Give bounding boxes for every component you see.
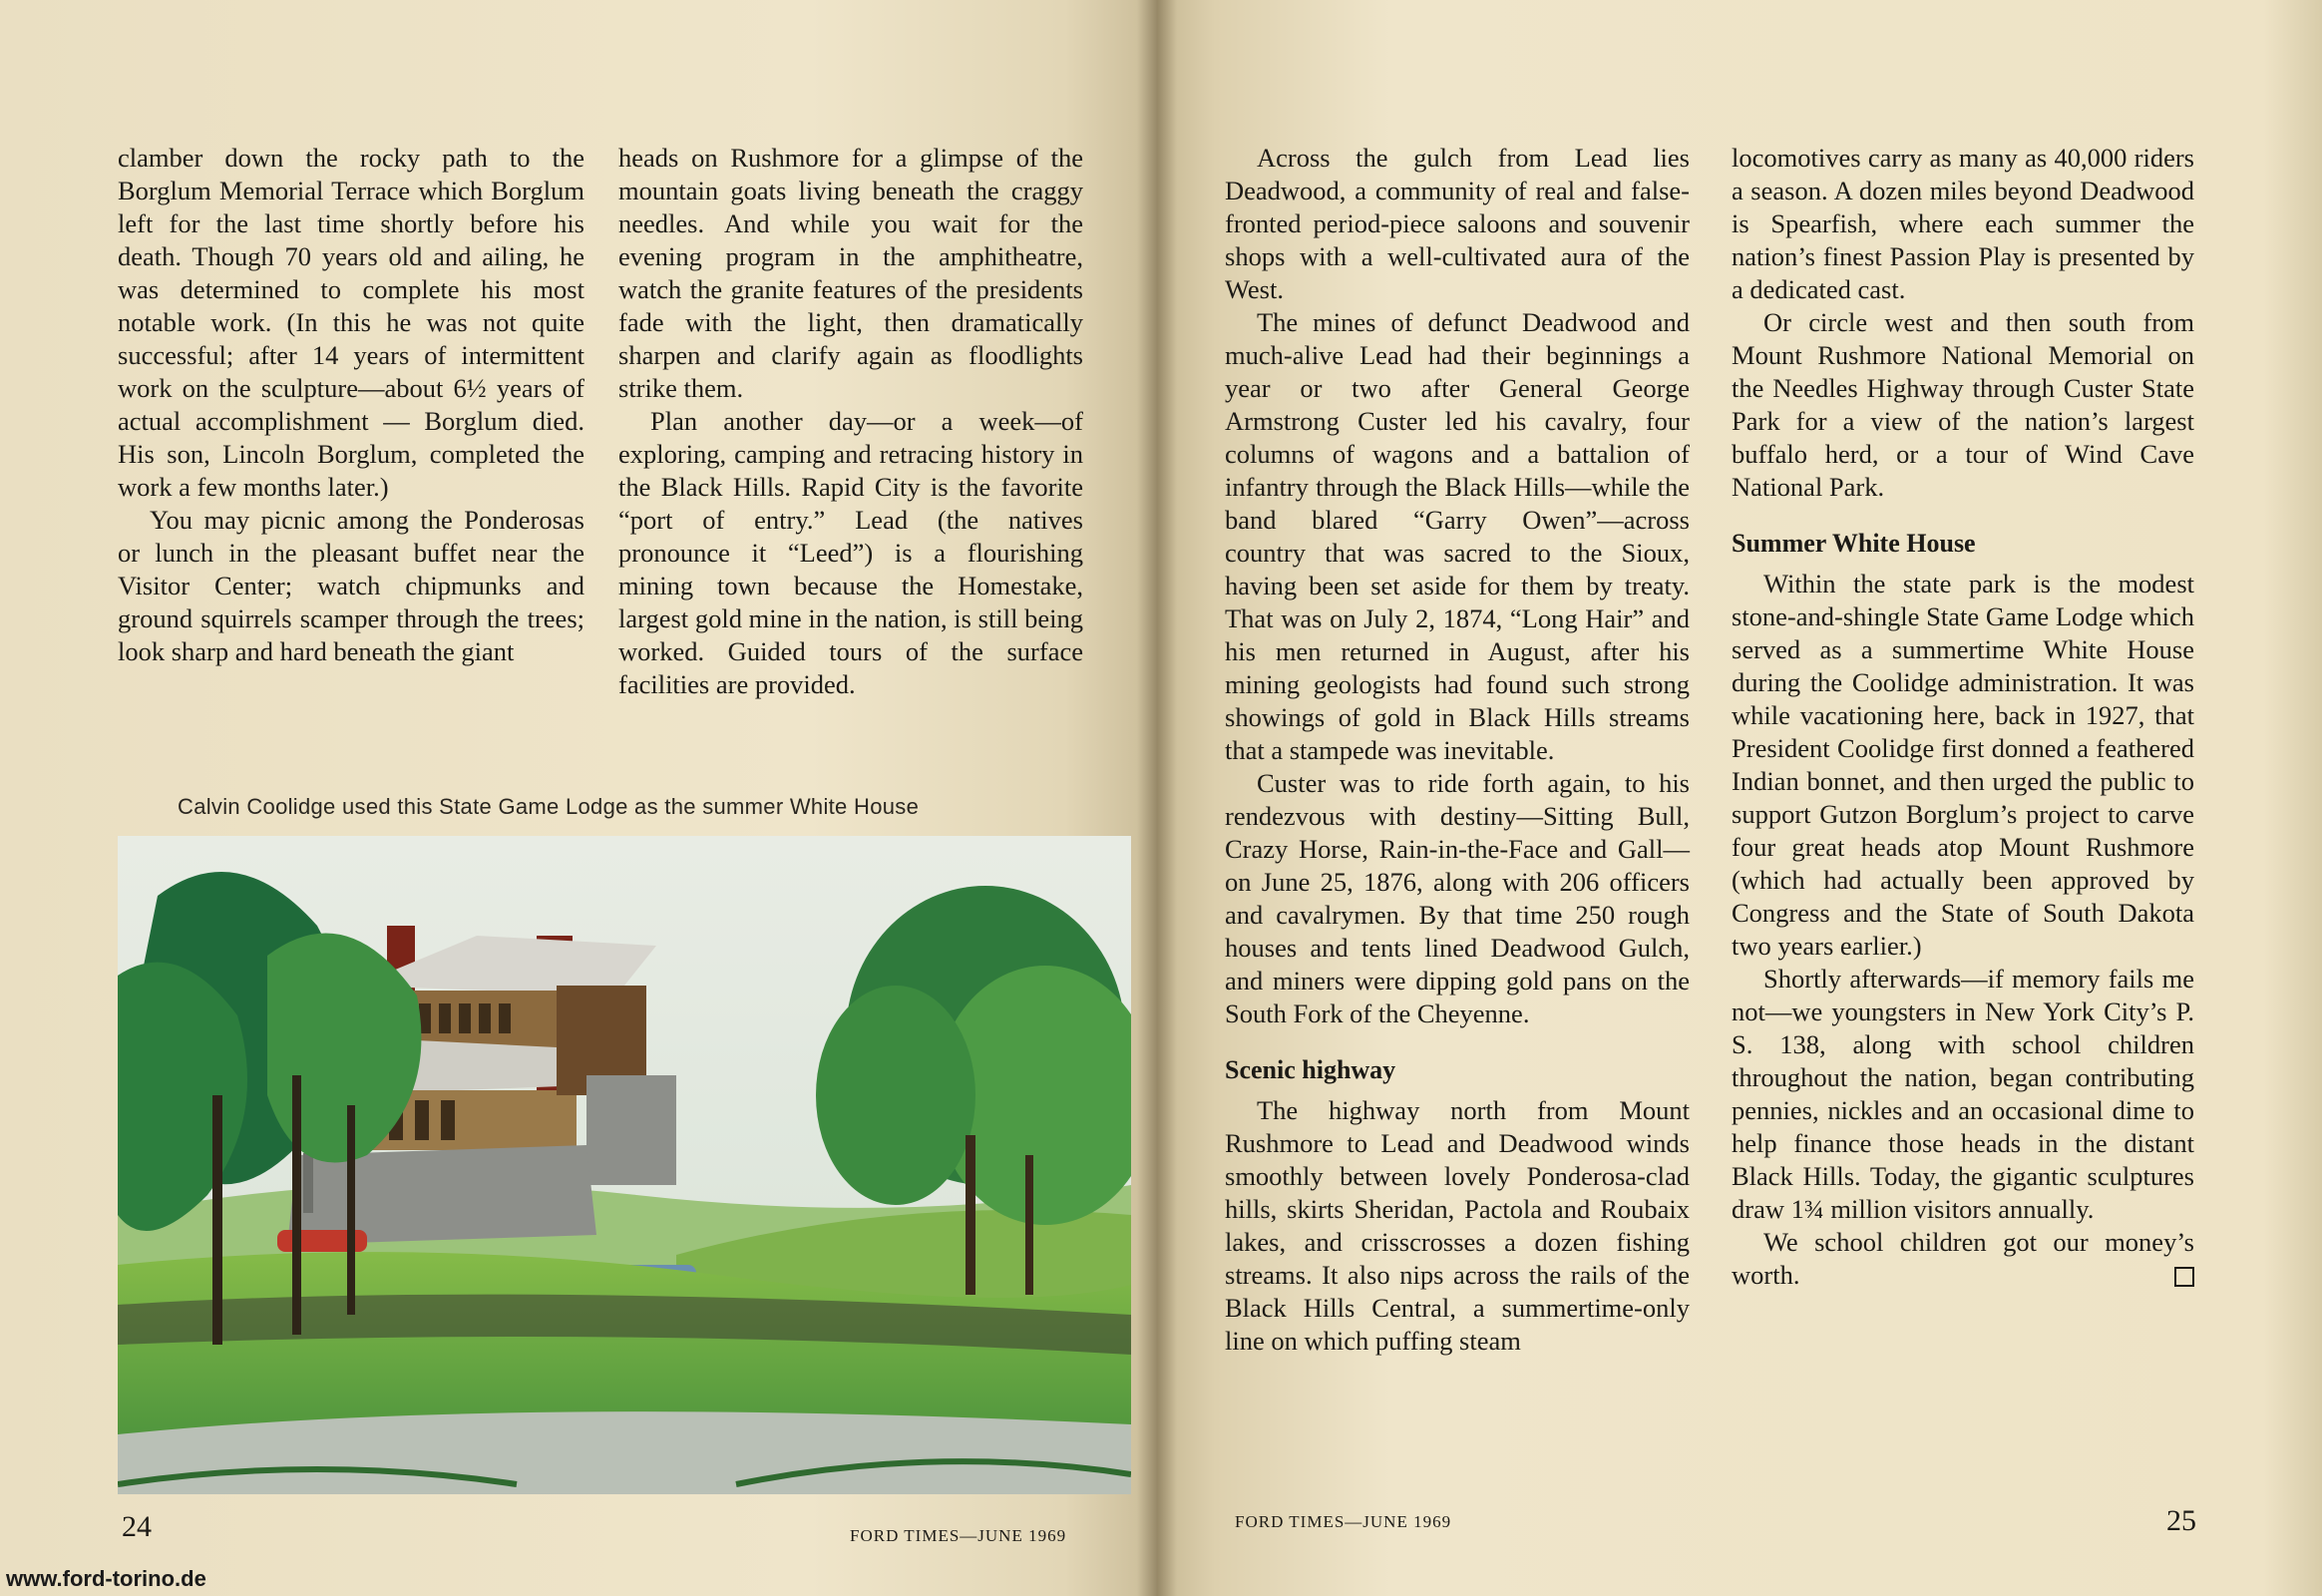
spine-gutter: [1137, 0, 1177, 1596]
section-heading: Scenic highway: [1225, 1055, 1396, 1084]
paragraph: locomotives carry as many as 40,000 riders a season. A dozen miles beyond Deadwood is Spearfish, where each summer the nation’s finest Passion Play is presented by a dedicated cast.: [1732, 143, 2194, 304]
final-paragraph: [1732, 1226, 2194, 1292]
paragraph: The mines of defunct Deadwood and much-alive Lead had their beginnings a year or two after General George Armstrong Custer led his cavalry, four columns of wagons and a battalion of infantry through the Black Hills—while the band blared “Garry Owen”—across country that was sacred to the Sioux, having been set aside for them by treaty. That was on July 2, 1874, “Long Hair” and his men returned in August, after his mining geologists had found such strong showings of gold in Black Hills streams that a stampede was inevitable.: [1225, 307, 1690, 765]
right-column-1: [1225, 142, 1690, 1358]
paragraph: clamber down the rocky path to the Borglum Memorial Terrace which Borglum left for the last time shortly before his death. Though 70 years old and ailing, he was determined to complete his most notable work. (In this he was not quite successful; after 14 years of intermittent work on the sculpture—about 6½ years of actual accomplishment — Borglum died. His son, Lincoln Borglum, completed the work a few months later.): [118, 143, 584, 502]
section-heading: Summer White House: [1732, 529, 1976, 558]
left-column-2: [618, 142, 1083, 701]
paragraph: Or circle west and then south from Mount Rushmore National Memorial on the Needles Highway through Custer State Park for a view of the nation’s largest buffalo herd, or a tour of Wind Cave National Park.: [1732, 307, 2194, 502]
running-footer-left: FORD TIMES—JUNE 1969: [850, 1526, 1067, 1545]
end-mark-icon: [2174, 1267, 2194, 1287]
right-page: [1157, 0, 2322, 1596]
paragraph: Within the state park is the modest stone-and-shingle State Game Lodge which served as a summertime White House during the Coolidge administration. It was while vacationing here, back in 1927, that President Coolidge first donned a feathered Indian bonnet, and then urged the public to support Gutzon Borglum’s project to carve four great heads atop Mount Rushmore (which had actually been approved by Congress and the State of South Dakota two years earlier.): [1732, 569, 2194, 961]
running-footer-right: FORD TIMES—JUNE 1969: [1235, 1512, 1452, 1531]
page-number-left: 24: [122, 1510, 152, 1543]
watermark: www.ford-torino.de: [6, 1566, 206, 1591]
final-sentence: We school children got our money’s worth.: [1732, 1227, 2194, 1290]
watercolor-painting: [118, 836, 1131, 1494]
left-page: [0, 0, 1157, 1596]
paragraph: Across the gulch from Lead lies Deadwood, a community of real and false-fronted period-piece saloons and souvenir shops with a well-cultivated aura of the West.: [1225, 143, 1690, 304]
illustration-caption: Calvin Coolidge used this State Game Lodge as the summer White House: [178, 794, 920, 819]
paragraph: Plan another day—or a week—of exploring, camping and retracing history in the Black Hills. Rapid City is the favorite “port of entry.” Lead (the natives pronounce it “Leed”) is a flourishing mining town because the Homestake, largest gold mine in the nation, is still being worked. Guided tours of the surface facilities are provided.: [618, 406, 1083, 699]
paragraph: Custer was to ride forth again, to his rendezvous with destiny—Sitting Bull, Crazy Horse, Rain-in-the-Face and Gall—on June 25, 1876, along with 206 officers and cavalrymen. By that time 250 rough houses and tents lined Deadwood Gulch, and miners were dipping gold pans on the South Fork of the Cheyenne.: [1225, 768, 1690, 1028]
right-column-2: [1732, 142, 2194, 1292]
paragraph: Shortly afterwards—if memory fails me not—we youngsters in New York City’s P. S. 138, along with school children throughout the nation, began contributing pennies, nickles and an occasional dime to help finance those heads in the distant Black Hills. Today, the gigantic sculptures draw 1¾ million visitors annually.: [1732, 964, 2194, 1224]
paragraph: heads on Rushmore for a glimpse of the mountain goats living beneath the craggy needles. And while you wait for the evening program in the amphitheatre, watch the granite features of the presidents fade with the light, then dramatically sharpen and clarify again as floodlights strike them.: [618, 143, 1083, 403]
paragraph: The highway north from Mount Rushmore to Lead and Deadwood winds smoothly between lovely Ponderosa-clad hills, skirts Sheridan, Pactola and Roubaix lakes, and crisscrosses a dozen fishing streams. It also nips across the rails of the Black Hills Central, a summertime-only line on which puffing steam: [1225, 1095, 1690, 1356]
left-column-1: [118, 142, 584, 668]
page-number-right: 25: [2166, 1504, 2196, 1537]
paragraph: You may picnic among the Ponderosas or lunch in the pleasant buffet near the Visitor Center; watch chipmunks and ground squirrels scamper through the trees; look sharp and hard beneath the giant: [118, 505, 584, 666]
state-game-lodge-illustration: [118, 836, 1131, 1494]
